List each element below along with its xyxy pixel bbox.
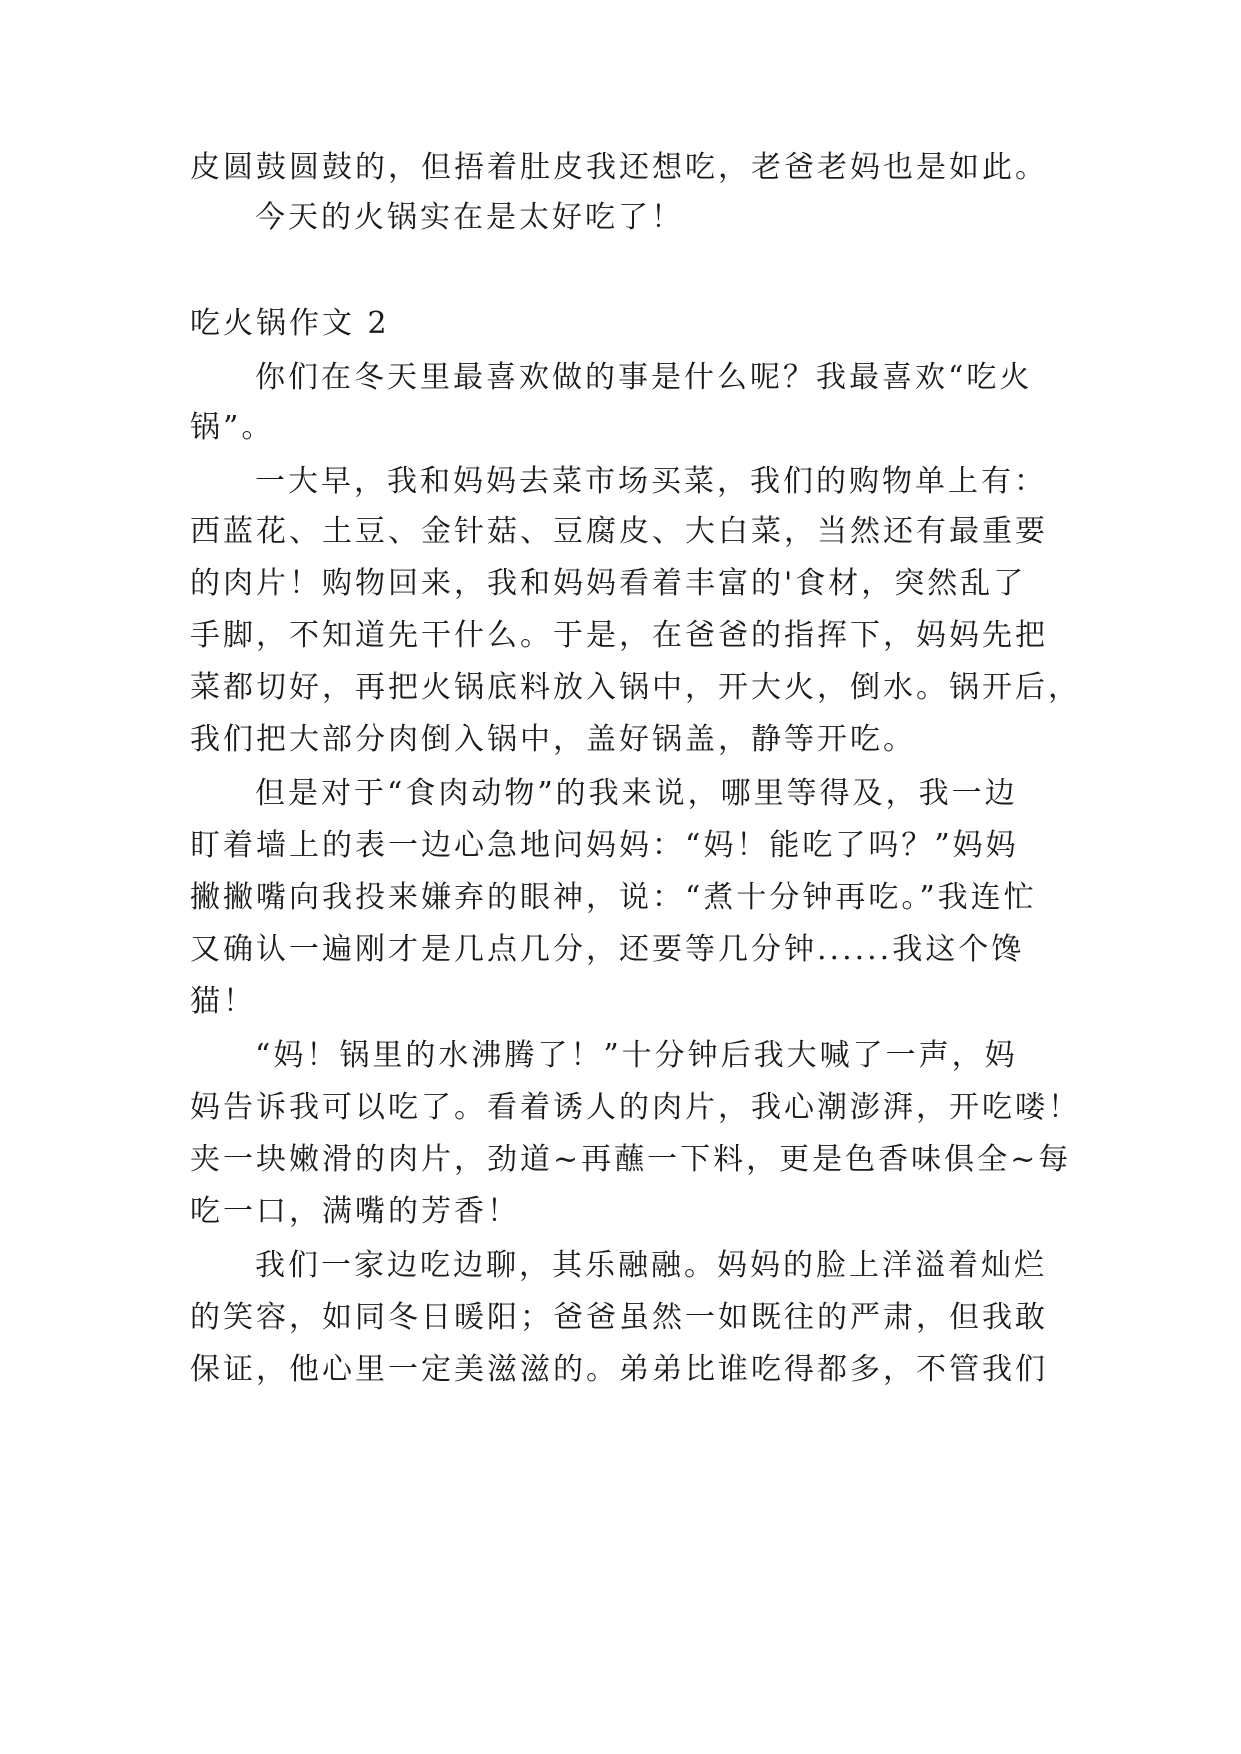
paragraph-line: 吃一口，满嘴的芳香！ [190, 1194, 520, 1229]
paragraph-line: 皮圆鼓圆鼓的，但捂着肚皮我还想吃，老爸老妈也是如此。 [190, 150, 1048, 185]
paragraph-line: 夹一块嫩滑的肉片，劲道~再蘸一下料，更是色香味俱全~每 [190, 1142, 1072, 1177]
paragraph-line: 我们一家边吃边聊，其乐融融。妈妈的脸上洋溢着灿烂 [255, 1248, 1047, 1283]
paragraph-line: 盯着墙上的表一边心急地问妈妈：“妈！能吃了吗？”妈妈 [190, 828, 1019, 863]
paragraph-line: “妈！锅里的水沸腾了！”十分钟后我大喊了一声，妈 [255, 1038, 1018, 1073]
paragraph-line: 西蓝花、土豆、金针菇、豆腐皮、大白菜，当然还有最重要 [190, 514, 1048, 549]
section-title: 吃火锅作文 2 [190, 306, 390, 341]
paragraph-line: 你们在冬天里最喜欢做的事是什么呢？我最喜欢“吃火 [255, 360, 1033, 395]
paragraph-line: 我们把大部分肉倒入锅中，盖好锅盖，静等开吃。 [190, 722, 916, 757]
paragraph-line: 手脚，不知道先干什么。于是，在爸爸的指挥下，妈妈先把 [190, 618, 1048, 653]
paragraph-line: 的笑容，如同冬日暖阳；爸爸虽然一如既往的严肃，但我敢 [190, 1300, 1048, 1335]
paragraph-line: 今天的火锅实在是太好吃了！ [255, 200, 684, 235]
paragraph-line: 猫！ [190, 984, 256, 1019]
paragraph-line: 保证，他心里一定美滋滋的。弟弟比谁吃得都多，不管我们 [190, 1352, 1048, 1387]
paragraph-line: 菜都切好，再把火锅底料放入锅中，开大火，倒水。锅开后， [190, 670, 1081, 705]
paragraph-line: 又确认一遍刚才是几点几分，还要等几分钟......我这个馋 [190, 932, 1025, 967]
paragraph-line: 的肉片！购物回来，我和妈妈看着丰富的'食材，突然乱了 [190, 566, 1027, 601]
paragraph-line: 撇撇嘴向我投来嫌弃的眼神，说：“煮十分钟再吃。”我连忙 [190, 880, 1037, 915]
paragraph-line: 一大早，我和妈妈去菜市场买菜，我们的购物单上有： [255, 464, 1047, 499]
paragraph-line: 但是对于“食肉动物”的我来说，哪里等得及，我一边 [255, 776, 1018, 811]
paragraph-line: 锅”。 [190, 410, 275, 445]
paragraph-line: 妈告诉我可以吃了。看着诱人的肉片，我心潮澎湃，开吃喽！ [190, 1090, 1081, 1125]
